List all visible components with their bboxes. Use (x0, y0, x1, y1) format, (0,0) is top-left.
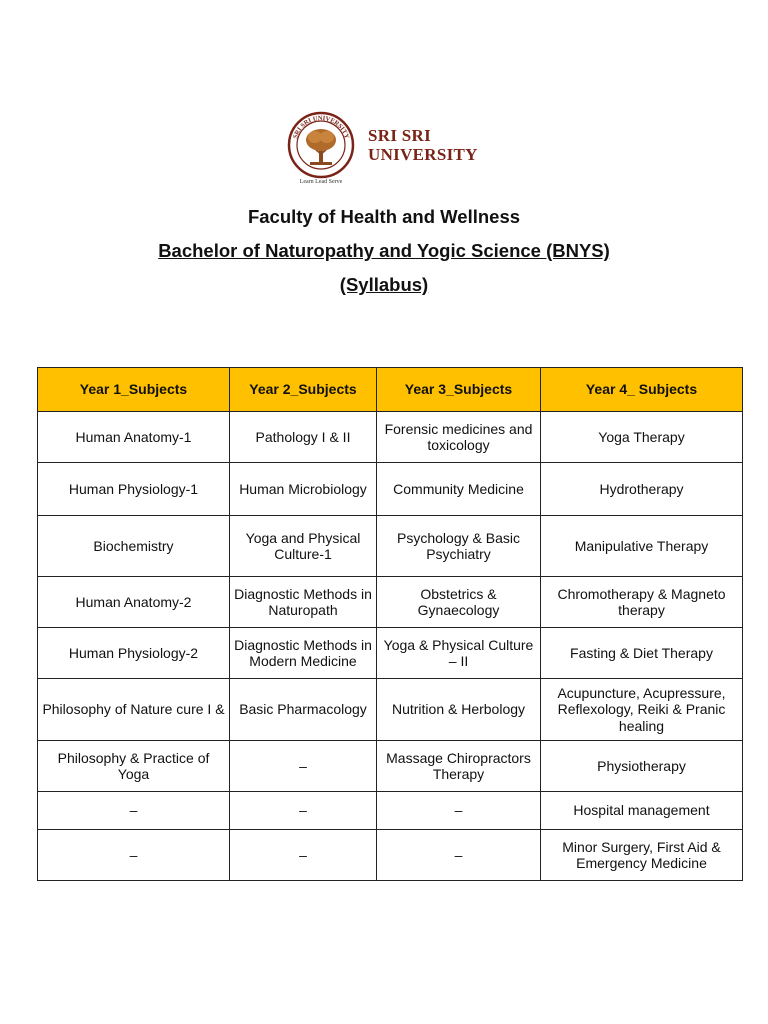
table-cell: Philosophy of Nature cure I & (38, 679, 230, 741)
program-heading: Bachelor of Naturopathy and Yogic Science (BNYS) (158, 240, 610, 261)
table-cell: Yoga & Physical Culture – II (377, 628, 541, 679)
table-row (38, 628, 743, 679)
table-row (38, 463, 743, 516)
syllabus-table (37, 367, 743, 881)
university-logo (286, 110, 486, 186)
table-cell: Physiotherapy (541, 741, 743, 792)
column-header-year-4: Year 4_ Subjects (541, 368, 743, 412)
table-cell: Massage Chiropractors Therapy (377, 741, 541, 792)
table-cell: Community Medicine (377, 463, 541, 516)
column-header-year-1: Year 1_Subjects (38, 368, 230, 412)
table-cell: Yoga Therapy (541, 412, 743, 463)
table-cell: Diagnostic Methods in Modern Medicine (230, 628, 377, 679)
table-cell: Minor Surgery, First Aid & Emergency Medicine (541, 830, 743, 881)
seal-motto: Learn Lead Serve (299, 179, 343, 185)
table-cell: Biochemistry (38, 516, 230, 577)
table-cell: – (377, 792, 541, 830)
table-cell: Nutrition & Herbology (377, 679, 541, 741)
table-cell: Diagnostic Methods in Naturopath (230, 577, 377, 628)
table-cell: Obstetrics & Gynaecology (377, 577, 541, 628)
brand-name (368, 126, 478, 164)
table-cell: Philosophy & Practice of Yoga (38, 741, 230, 792)
table-cell: – (38, 792, 230, 830)
column-header-year-3: Year 3_Subjects (377, 368, 541, 412)
table-cell: – (230, 830, 377, 881)
table-cell: Fasting & Diet Therapy (541, 628, 743, 679)
table-cell: – (38, 830, 230, 881)
brand-line-2: UNIVERSITY (368, 145, 478, 164)
table-cell: Human Microbiology (230, 463, 377, 516)
table-cell: Forensic medicines and toxicology (377, 412, 541, 463)
table-cell: – (230, 792, 377, 830)
table-cell: Human Anatomy-2 (38, 577, 230, 628)
syllabus-heading: (Syllabus) (339, 274, 429, 295)
table-row (38, 830, 743, 881)
table-cell: Pathology I & II (230, 412, 377, 463)
table-row (38, 679, 743, 741)
table-row (38, 412, 743, 463)
table-cell: Acupuncture, Acupressure, Reflexology, Reiki & Pranic healing (541, 679, 743, 741)
table-cell: Human Physiology-2 (38, 628, 230, 679)
table-cell: – (377, 830, 541, 881)
faculty-heading: Faculty of Health and Wellness (247, 206, 521, 227)
table-cell: Basic Pharmacology (230, 679, 377, 741)
table-cell: Human Physiology-1 (38, 463, 230, 516)
table-cell: Hospital management (541, 792, 743, 830)
university-seal-icon (286, 110, 356, 186)
column-header-year-2: Year 2_Subjects (230, 368, 377, 412)
table-cell: Hydrotherapy (541, 463, 743, 516)
table-row (38, 516, 743, 577)
table-header-row (38, 368, 743, 412)
table-cell: Manipulative Therapy (541, 516, 743, 577)
table-row (38, 577, 743, 628)
table-cell: Chromotherapy & Magneto therapy (541, 577, 743, 628)
seal-ring-text: SRI SRI UNIVERSITY (291, 114, 351, 140)
table-cell: Yoga and Physical Culture-1 (230, 516, 377, 577)
brand-line-1: SRI SRI (368, 126, 432, 145)
table-cell: Human Anatomy-1 (38, 412, 230, 463)
table-row (38, 792, 743, 830)
table-row (38, 741, 743, 792)
table-cell: – (230, 741, 377, 792)
table-cell: Psychology & Basic Psychiatry (377, 516, 541, 577)
